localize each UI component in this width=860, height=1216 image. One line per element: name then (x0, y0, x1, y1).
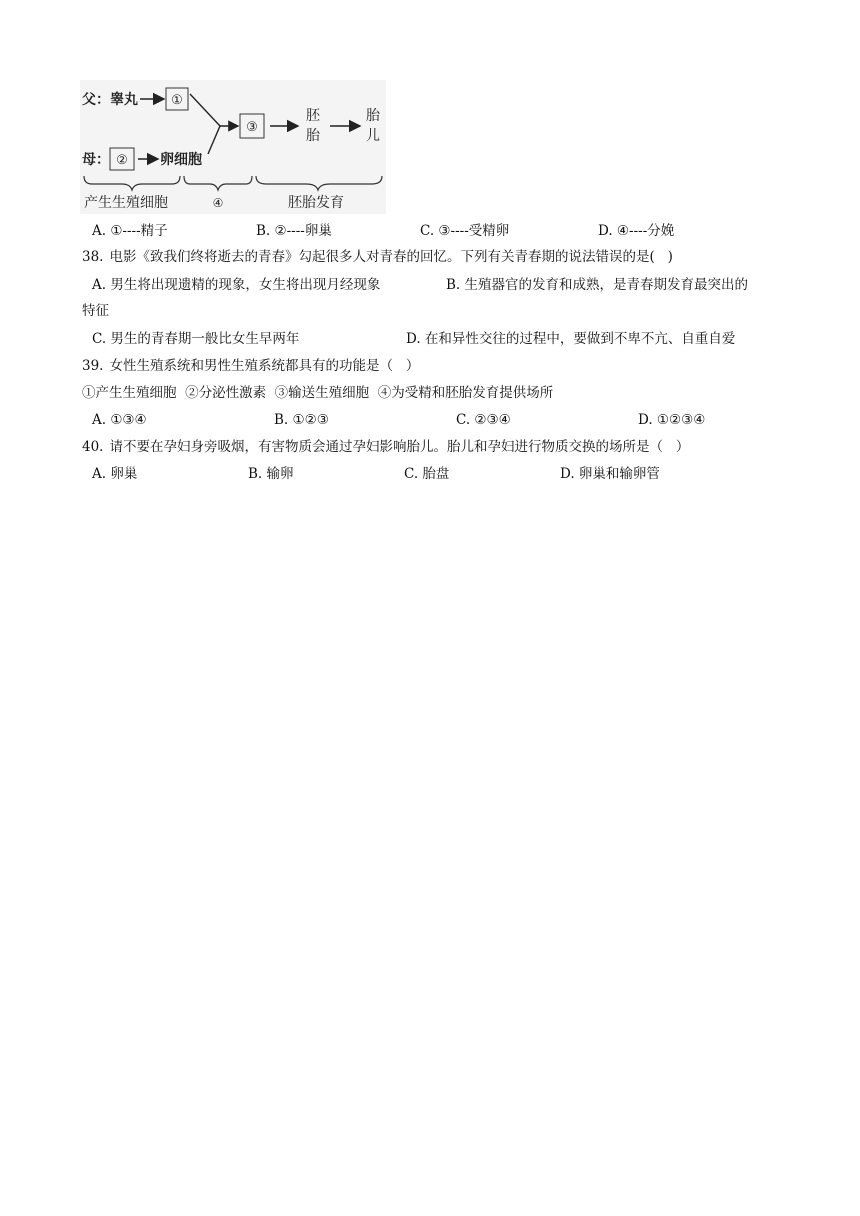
brace-mid (184, 176, 252, 190)
q40-number: 40. (82, 439, 104, 455)
embryo-char-2: 胎 (306, 128, 320, 144)
q38-question (82, 247, 673, 267)
reproduction-flow-diagram (80, 80, 386, 214)
q38-stem: 电影《致我们终将逝去的青春》勾起很多人对青春的回忆。下列有关青春期的说法错误的是( ) (109, 249, 673, 265)
q38-option-d: D. 在和异性交往的过程中，要做到不卑不亢、自重自爱 (406, 331, 736, 347)
q39-option-b: B. ①②③ (274, 412, 329, 428)
q39-stem: 女性生殖系统和男性生殖系统都具有的功能是（ ） (109, 358, 420, 374)
q39-items: ①产生生殖细胞 ②分泌性激素 ③输送生殖细胞 ④为受精和胚胎发育提供场所 (82, 385, 554, 401)
fetus-char-1: 胎 (366, 108, 380, 124)
q38-option-c: C. 男生的青春期一般比女生早两年 (92, 331, 300, 347)
egg-label: 卵细胞 (160, 152, 202, 168)
q37-option-b: B. ②----卵巢 (256, 223, 332, 239)
mother-label: 母： (82, 152, 110, 168)
q37-option-d: D. ④----分娩 (598, 223, 675, 239)
q38-option-b-continued: 特征 (82, 303, 109, 319)
fetus-char-2: 儿 (366, 128, 380, 144)
q40-option-b: B. 输卵 (248, 466, 294, 482)
q39-option-d: D. ①②③④ (638, 412, 706, 428)
q40-stem: 请不要在孕妇身旁吸烟，有害物质会通过孕妇影响胎儿。胎儿和孕妇进行物质交换的场所是（ ） (109, 439, 690, 455)
q40-option-d: D. 卵巢和输卵管 (560, 466, 660, 482)
embryo-char-1: 胚 (306, 108, 320, 124)
brace-left (84, 176, 180, 190)
q38-option-b: B. 生殖器官的发育和成熟，是青春期发育最突出的 (446, 277, 749, 293)
q40-question (82, 437, 689, 457)
q39-option-c: C. ②③④ (456, 412, 511, 428)
q39-question (82, 356, 419, 376)
box-2-label: ② (116, 153, 128, 168)
brace-right-label: 胚胎发育 (288, 195, 344, 211)
q38-option-a: A. 男生将出现遗精的现象，女生将出现月经现象 (92, 277, 381, 293)
brace-mid-label: ④ (212, 196, 224, 210)
q39-number: 39. (82, 358, 104, 374)
brace-left-label: 产生生殖细胞 (84, 195, 168, 211)
box-3-label: ③ (246, 120, 258, 135)
q40-option-a: A. 卵巢 (92, 466, 138, 482)
q37-option-a: A. ①----精子 (92, 223, 168, 239)
flow-diagram-svg (80, 80, 386, 214)
q39-option-a: A. ①③④ (92, 412, 147, 428)
box-1-label: ① (171, 93, 183, 108)
brace-right (256, 176, 382, 190)
q40-option-c: C. 胎盘 (404, 466, 450, 482)
converge-line-bottom (208, 126, 220, 154)
q38-number: 38. (82, 249, 104, 265)
father-label: 父：睾丸 (82, 92, 138, 108)
q37-option-c: C. ③----受精卵 (420, 223, 510, 239)
converge-line-top (190, 94, 220, 126)
